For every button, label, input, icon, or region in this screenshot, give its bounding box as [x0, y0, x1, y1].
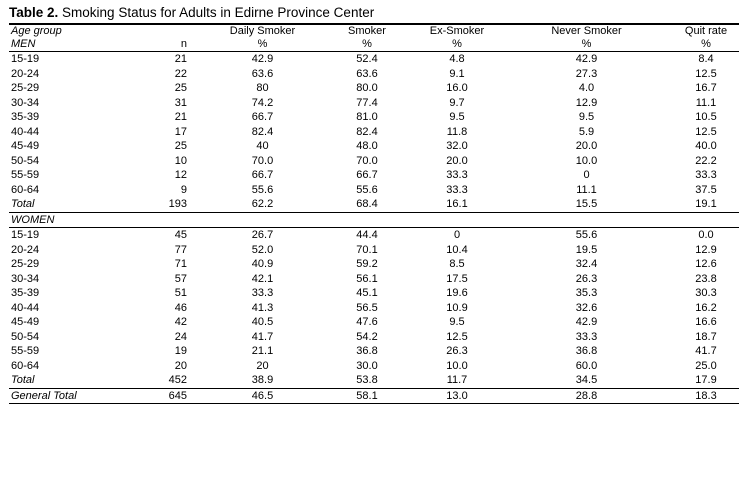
cell-age-group: 50-54 [11, 154, 40, 167]
cell-n: 25 [174, 140, 187, 152]
cell-daily-smoker: 62.2 [251, 198, 274, 210]
header-ex-unit: % [452, 38, 462, 50]
cell-smoker: 44.4 [312, 228, 408, 243]
women-row [9, 286, 739, 301]
cell-n: 21 [174, 111, 187, 123]
table-container [9, 3, 739, 404]
cell-daily-smoker: 40 [256, 140, 269, 152]
cell-ex-smoker: 10.0 [446, 359, 468, 372]
cell-ex-smoker: 33.3 [446, 183, 468, 196]
cell-quit-rate: 12.9 [695, 243, 717, 256]
cell-ex-smoker: 11.8 [446, 125, 468, 138]
cell-n: 71 [174, 258, 187, 270]
cell-smoker: 63.6 [356, 67, 378, 80]
cell-quit-rate: 40.0 [695, 140, 717, 152]
cell-never-smoker: 4.0 [578, 82, 595, 94]
cell-quit-rate: 22.2 [695, 154, 717, 167]
cell-daily-smoker: 74.2 [251, 96, 274, 109]
cell-age-group: 20-24 [11, 67, 40, 80]
cell-never-smoker: 20.0 [575, 140, 598, 152]
cell-n: 77 [174, 243, 187, 256]
men-label: MEN [11, 38, 36, 50]
cell-n: 57 [174, 272, 187, 285]
women-row [9, 359, 739, 374]
cell-n: 51 [174, 287, 187, 299]
cell-ex-smoker: 20.0 [446, 154, 468, 167]
cell-smoker: 48.0 [356, 140, 378, 152]
cell-daily-smoker: 40.9 [251, 258, 274, 270]
cell-daily-smoker: 33.3 [251, 287, 274, 299]
cell-age-group: 40-44 [11, 125, 40, 138]
cell-smoker: 56.5 [356, 301, 378, 314]
header-never-unit: % [581, 38, 592, 50]
cell-quit-rate: 0.0 [647, 228, 739, 243]
cell-never-smoker: 0 [583, 169, 590, 181]
cell-smoker: 56.1 [356, 272, 378, 285]
cell-never-smoker: 9.5 [578, 111, 595, 123]
cell-age-group: 40-44 [11, 301, 40, 314]
men-row [9, 81, 739, 96]
women-row [9, 243, 739, 258]
cell-quit-rate: 17.9 [695, 374, 717, 386]
cell-smoker: 52.4 [312, 52, 408, 67]
cell-age-group: 55-59 [11, 169, 40, 181]
cell-never-smoker: 11.1 [576, 183, 597, 196]
cell-age-group: General Total [9, 388, 113, 404]
cell-never-smoker: 27.3 [575, 67, 598, 80]
cell-ex-smoker: 4.8 [408, 52, 506, 67]
cell-ex-smoker: 13.0 [408, 388, 506, 404]
cell-quit-rate: 8.4 [647, 52, 739, 67]
cell-age-group: Total [11, 198, 35, 210]
header-quit-rate: Quit rate [647, 24, 739, 38]
cell-quit-rate: 30.3 [695, 287, 717, 299]
cell-n: 452 [168, 374, 187, 386]
cell-never-smoker: 32.6 [575, 301, 598, 314]
cell-ex-smoker: 11.7 [446, 374, 468, 386]
cell-daily-smoker: 40.5 [251, 316, 274, 328]
men-row [9, 110, 739, 125]
cell-daily-smoker: 38.9 [251, 374, 274, 386]
cell-smoker: 30.0 [356, 359, 378, 372]
cell-quit-rate: 33.3 [695, 169, 717, 181]
cell-age-group: 15-19 [9, 228, 113, 243]
cell-daily-smoker: 82.4 [251, 125, 274, 138]
men-total-row [9, 197, 739, 212]
section-label: WOMEN [9, 212, 113, 228]
cell-quit-rate: 18.3 [647, 388, 739, 404]
cell-quit-rate: 19.1 [695, 198, 717, 210]
cell-n: 19 [174, 345, 187, 357]
cell-age-group: 45-49 [11, 140, 40, 152]
cell-never-smoker: 42.9 [506, 52, 647, 67]
cell-smoker: 55.6 [356, 183, 378, 196]
cell-ex-smoker: 33.3 [446, 169, 468, 181]
header-n: n [180, 38, 187, 50]
smoking-status-table [9, 23, 739, 404]
women-row [9, 228, 739, 243]
cell-smoker: 81.0 [356, 111, 378, 123]
women-label-row [9, 212, 739, 228]
cell-smoker: 59.2 [356, 258, 378, 270]
cell-age-group: 55-59 [11, 345, 40, 357]
cell-never-smoker: 42.9 [575, 316, 598, 328]
cell-quit-rate: 12.6 [695, 258, 717, 270]
header-smoker-unit: % [362, 38, 372, 50]
cell-n: 45 [113, 228, 191, 243]
cell-quit-rate: 16.6 [695, 316, 717, 328]
cell-ex-smoker: 9.5 [449, 111, 465, 123]
cell-ex-smoker: 9.5 [449, 316, 465, 328]
header-never-smoker: Never Smoker [506, 24, 647, 38]
cell-never-smoker: 60.0 [575, 359, 598, 372]
cell-never-smoker: 15.5 [575, 198, 598, 210]
cell-n: 9 [180, 183, 187, 196]
header-smoker: Smoker [312, 24, 408, 38]
men-row [9, 139, 739, 154]
caption-label: Table 2. [9, 5, 59, 20]
cell-daily-smoker: 21.1 [251, 345, 274, 357]
cell-age-group: 30-34 [11, 272, 40, 285]
women-row [9, 272, 739, 287]
cell-quit-rate: 10.5 [695, 111, 717, 123]
cell-daily-smoker: 63.6 [251, 67, 274, 80]
cell-daily-smoker: 70.0 [251, 154, 274, 167]
cell-daily-smoker: 55.6 [251, 183, 274, 196]
cell-n: 46 [174, 301, 187, 314]
women-total-row [9, 373, 739, 388]
cell-quit-rate: 11.1 [695, 96, 717, 109]
cell-age-group: 35-39 [11, 111, 40, 123]
cell-daily-smoker: 66.7 [251, 111, 274, 123]
men-row [9, 183, 739, 198]
cell-never-smoker: 32.4 [575, 258, 598, 270]
cell-never-smoker: 12.9 [575, 96, 598, 109]
cell-age-group: 60-64 [11, 359, 40, 372]
women-row [9, 344, 739, 359]
cell-n: 645 [113, 388, 191, 404]
cell-age-group: Total [11, 374, 35, 386]
cell-age-group: 35-39 [11, 287, 40, 299]
cell-never-smoker: 19.5 [575, 243, 598, 256]
cell-smoker: 68.4 [356, 198, 378, 210]
cell-age-group: 25-29 [11, 258, 40, 270]
cell-n: 42 [174, 316, 187, 328]
cell-smoker: 66.7 [356, 169, 378, 181]
cell-ex-smoker: 16.1 [446, 198, 468, 210]
cell-n: 22 [174, 67, 187, 80]
header-row-1 [9, 24, 739, 38]
cell-daily-smoker: 42.9 [191, 52, 312, 67]
cell-daily-smoker: 52.0 [251, 243, 274, 256]
cell-ex-smoker: 26.3 [446, 345, 468, 357]
cell-ex-smoker: 9.1 [449, 67, 465, 80]
cell-never-smoker: 28.8 [506, 388, 647, 404]
cell-daily-smoker: 42.1 [251, 272, 274, 285]
cell-n: 20 [174, 359, 187, 372]
cell-daily-smoker: 41.7 [251, 330, 274, 343]
cell-never-smoker: 33.3 [575, 330, 598, 343]
table-body [9, 24, 739, 404]
men-row [9, 125, 739, 140]
cell-smoker: 70.1 [356, 243, 378, 256]
cell-quit-rate: 16.2 [695, 301, 717, 314]
cell-n: 31 [174, 96, 187, 109]
cell-ex-smoker: 12.5 [446, 330, 468, 343]
cell-ex-smoker: 19.6 [446, 287, 468, 299]
men-row [9, 154, 739, 169]
header-row-2 [9, 38, 739, 52]
header-daily-unit: % [257, 38, 268, 50]
cell-age-group: 15-19 [9, 52, 113, 67]
cell-daily-smoker: 66.7 [251, 169, 274, 181]
header-ex-smoker: Ex-Smoker [408, 24, 506, 38]
women-row [9, 257, 739, 272]
cell-smoker: 53.8 [356, 374, 378, 386]
cell-smoker: 58.1 [312, 388, 408, 404]
header-quit-unit: % [701, 38, 711, 50]
cell-n: 193 [168, 198, 187, 210]
men-row [9, 96, 739, 111]
cell-never-smoker: 36.8 [575, 345, 598, 357]
cell-ex-smoker: 8.5 [449, 258, 465, 270]
men-row [9, 168, 739, 183]
women-row [9, 301, 739, 316]
women-row [9, 315, 739, 330]
cell-smoker: 54.2 [356, 330, 378, 343]
header-age-group: Age group [9, 24, 113, 38]
men-row [9, 67, 739, 82]
cell-n: 21 [113, 52, 191, 67]
cell-never-smoker: 5.9 [578, 125, 595, 138]
cell-never-smoker: 26.3 [575, 272, 598, 285]
cell-ex-smoker: 32.0 [446, 140, 468, 152]
cell-never-smoker: 35.3 [575, 287, 598, 299]
cell-ex-smoker: 9.7 [449, 96, 465, 109]
cell-smoker: 70.0 [356, 154, 378, 167]
cell-n: 10 [174, 154, 187, 167]
cell-daily-smoker: 26.7 [191, 228, 312, 243]
caption-text: Smoking Status for Adults in Edirne Province Center [62, 5, 375, 20]
cell-ex-smoker: 17.5 [446, 272, 468, 285]
cell-smoker: 45.1 [356, 287, 378, 299]
men-row [9, 52, 739, 67]
cell-never-smoker: 55.6 [506, 228, 647, 243]
header-daily-smoker: Daily Smoker [191, 24, 312, 38]
cell-ex-smoker: 10.4 [446, 243, 468, 256]
cell-smoker: 47.6 [356, 316, 378, 328]
cell-quit-rate: 12.5 [695, 125, 717, 138]
cell-quit-rate: 37.5 [695, 183, 717, 196]
cell-age-group: 20-24 [11, 243, 40, 256]
general-total-row [9, 388, 739, 404]
cell-daily-smoker: 46.5 [191, 388, 312, 404]
cell-ex-smoker: 0 [408, 228, 506, 243]
cell-n: 24 [174, 330, 187, 343]
cell-quit-rate: 16.7 [695, 82, 717, 94]
cell-n: 25 [174, 82, 187, 94]
cell-n: 17 [174, 125, 187, 138]
cell-quit-rate: 23.8 [695, 272, 717, 285]
cell-age-group: 50-54 [11, 330, 40, 343]
cell-age-group: 45-49 [11, 316, 40, 328]
cell-smoker: 82.4 [356, 125, 378, 138]
cell-quit-rate: 18.7 [695, 330, 717, 343]
cell-quit-rate: 12.5 [695, 67, 717, 80]
cell-daily-smoker: 41.3 [251, 301, 274, 314]
cell-never-smoker: 10.0 [575, 154, 598, 167]
cell-quit-rate: 41.7 [695, 345, 717, 357]
cell-smoker: 77.4 [356, 96, 378, 109]
cell-ex-smoker: 10.9 [446, 301, 468, 314]
cell-daily-smoker: 20 [256, 359, 269, 372]
cell-age-group: 60-64 [11, 183, 40, 196]
cell-smoker: 80.0 [356, 82, 378, 94]
table-caption [9, 3, 739, 23]
cell-age-group: 25-29 [11, 82, 40, 94]
cell-ex-smoker: 16.0 [446, 82, 468, 94]
cell-daily-smoker: 80 [256, 82, 269, 94]
cell-smoker: 36.8 [356, 345, 378, 357]
cell-age-group: 30-34 [11, 96, 40, 109]
cell-quit-rate: 25.0 [695, 359, 717, 372]
cell-never-smoker: 34.5 [575, 374, 598, 386]
cell-n: 12 [174, 169, 187, 181]
women-row [9, 330, 739, 345]
